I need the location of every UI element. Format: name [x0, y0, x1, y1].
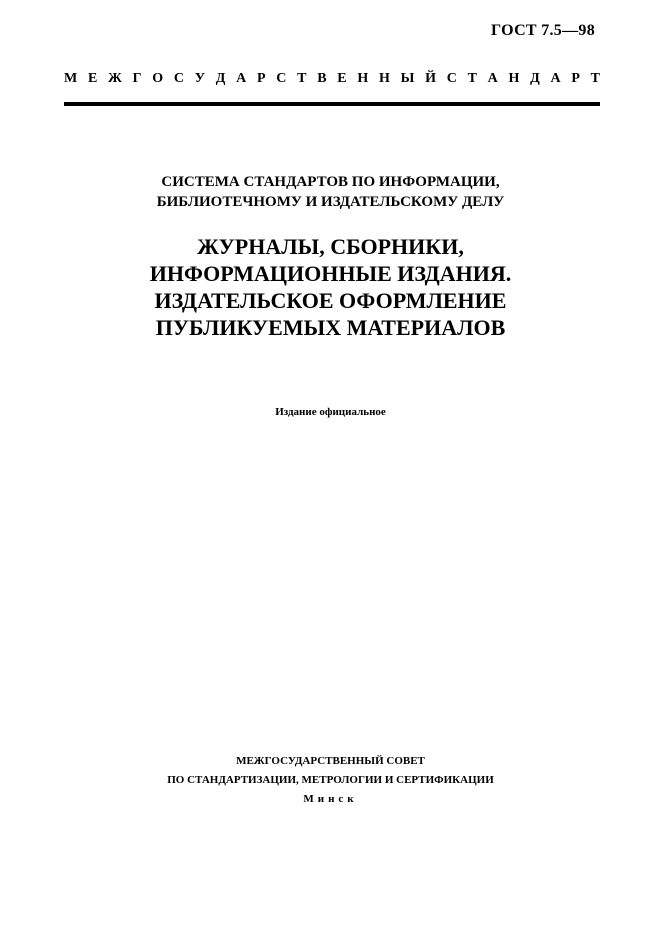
header-band: [64, 68, 600, 90]
publisher-line: МЕЖГОСУДАРСТВЕННЫЙ СОВЕТ: [236, 755, 425, 767]
document-title-line: ИНФОРМАЦИОННЫЕ ИЗДАНИЯ.: [149, 261, 512, 286]
series-title: [60, 172, 601, 212]
document-title-line: ЖУРНАЛЫ, СБОРНИКИ,: [197, 234, 464, 259]
header-title: М Е Ж Г О С У Д А Р С Т В Е Н Н Ы Й С Т А Н Д А Р Т: [64, 71, 600, 86]
header-rule: [64, 102, 600, 106]
series-title-line: СИСТЕМА СТАНДАРТОВ ПО ИНФОРМАЦИИ,: [161, 174, 500, 190]
document-title: [60, 233, 601, 341]
publisher-line: ПО СТАНДАРТИЗАЦИИ, МЕТРОЛОГИИ И СЕРТИФИКАЦИИ: [167, 774, 494, 786]
series-title-line: БИБЛИОТЕЧНОМУ И ИЗДАТЕЛЬСКОМУ ДЕЛУ: [156, 194, 505, 210]
document-title-line: ИЗДАТЕЛЬСКОЕ ОФОРМЛЕНИЕ: [154, 288, 507, 313]
document-title-line: ПУБЛИКУЕМЫХ МАТЕРИАЛОВ: [155, 315, 506, 340]
publisher-city: Минск: [303, 793, 358, 805]
edition-note: Издание официальное: [275, 406, 386, 418]
standard-code: ГОСТ 7.5—98: [491, 22, 595, 39]
publisher: [60, 752, 601, 809]
